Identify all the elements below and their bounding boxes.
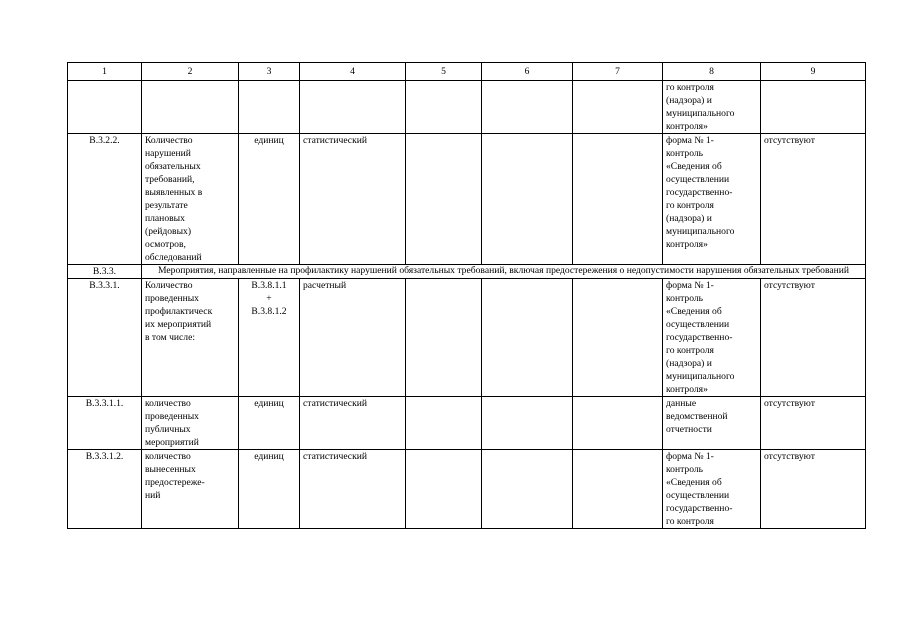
data-source-line: форма № 1- (666, 280, 714, 291)
indicator-name-line: количество (145, 398, 191, 409)
unit-cell (239, 450, 300, 529)
data-source-line: го контроля (666, 345, 714, 356)
table-row (68, 81, 866, 134)
indicator-name-line: в том числе: (145, 332, 196, 343)
table-row (68, 397, 866, 450)
empty-cell (482, 397, 573, 450)
data-source (663, 279, 761, 397)
calculation-method: расчетный (300, 279, 406, 397)
indicator-name (142, 450, 239, 529)
unit-cell-line: + (266, 293, 272, 304)
data-source-line: «Сведения об (666, 161, 722, 172)
data-source-line: «Сведения об (666, 306, 722, 317)
data-source-line: контроля» (666, 239, 708, 250)
indicator-name-line: ний (145, 490, 161, 501)
data-source-line: осуществлении (666, 174, 730, 185)
data-source-line: осуществлении (666, 319, 730, 330)
empty-cell (406, 450, 482, 529)
column-number: 8 (663, 63, 761, 81)
column-number: 5 (406, 63, 482, 81)
indicator-name (142, 279, 239, 397)
data-source-line: муниципального (666, 226, 735, 237)
data-source-line: государственно- (666, 503, 733, 514)
indicator-name-line: результате (145, 200, 188, 211)
data-source-line: го контроля (666, 200, 714, 211)
unit-cell-line: единиц (254, 451, 284, 462)
data-source-line: контроля» (666, 121, 708, 132)
indicator-name-line: предостереже- (145, 477, 205, 488)
indicator-name-line: количество (145, 451, 191, 462)
empty-cell (482, 134, 573, 265)
unit-cell-line: единиц (254, 135, 284, 146)
table-row (68, 279, 866, 397)
indicator-name-line: нарушений (145, 148, 191, 159)
empty-cell (482, 450, 573, 529)
column-number: 3 (239, 63, 300, 81)
empty-cell (406, 397, 482, 450)
unit-cell-line: В.3.8.1.1 (251, 280, 287, 291)
column-number: 4 (300, 63, 406, 81)
data-source-line: данные (666, 398, 697, 409)
unit-cell (239, 134, 300, 265)
indicator-name-line: профилактическ (145, 306, 213, 317)
calculation-method: статистический (300, 397, 406, 450)
column-number-row (68, 63, 866, 81)
empty-cell (406, 279, 482, 397)
limitations: отсутствуют (761, 397, 866, 450)
table-row (68, 265, 866, 279)
unit-cell (239, 397, 300, 450)
indicator-name-line: проведенных (145, 411, 199, 422)
empty-cell (573, 279, 663, 397)
empty-cell (482, 279, 573, 397)
indicator-name-line: вынесенных (145, 464, 196, 475)
empty-cell (406, 81, 482, 134)
row-code: В.3.3. (68, 265, 142, 279)
data-source-line: отчетности (666, 424, 712, 435)
data-source-line: го контроля (666, 516, 714, 527)
indicator-name-line: Количество (145, 280, 193, 291)
section-title: Мероприятия, направленные на профилактику нарушений обязательных требований, включая предостережения о недопустимости нарушения обязательных требований (142, 265, 866, 279)
empty-cell (406, 134, 482, 265)
column-number: 6 (482, 63, 573, 81)
data-source-line: ведомственной (666, 411, 728, 422)
indicator-name-line: осмотров, (145, 239, 186, 250)
row-code: В.3.2.2. (68, 134, 142, 265)
indicator-name (142, 134, 239, 265)
unit-cell (239, 279, 300, 397)
row-code: В.3.3.1.2. (68, 450, 142, 529)
data-source-line: «Сведения об (666, 477, 722, 488)
calculation-method: статистический (300, 450, 406, 529)
unit-cell-line: единиц (254, 398, 284, 409)
indicator-name-line: Количество (145, 135, 193, 146)
data-source-line: форма № 1- (666, 451, 714, 462)
table-row (68, 134, 866, 265)
empty-cell (573, 450, 663, 529)
empty-cell (573, 81, 663, 134)
data-source-line: осуществлении (666, 490, 730, 501)
indicator-name-line: обследований (145, 252, 202, 263)
data-source-line: муниципального (666, 371, 735, 382)
limitations: отсутствуют (761, 279, 866, 397)
row-code (68, 81, 142, 134)
calculation-method (300, 81, 406, 134)
data-source-line: контроль (666, 293, 704, 304)
empty-cell (482, 81, 573, 134)
indicator-name (142, 397, 239, 450)
calculation-method: статистический (300, 134, 406, 265)
column-number: 2 (142, 63, 239, 81)
empty-cell (573, 134, 663, 265)
table-row (68, 450, 866, 529)
data-source (663, 450, 761, 529)
unit-cell (239, 81, 300, 134)
indicator-name-line: публичных (145, 424, 191, 435)
indicator-name-line: проведенных (145, 293, 199, 304)
row-code: В.3.3.1.1. (68, 397, 142, 450)
data-source-line: государственно- (666, 332, 733, 343)
data-source-line: контроль (666, 148, 704, 159)
data-source-line: форма № 1- (666, 135, 714, 146)
limitations: отсутствуют (761, 450, 866, 529)
indicator-name-line: их мероприятий (145, 319, 212, 330)
limitations (761, 81, 866, 134)
data-source (663, 134, 761, 265)
indicator-name-line: требований, (145, 174, 195, 185)
data-source-line: го контроля (666, 82, 714, 93)
limitations: отсутствуют (761, 134, 866, 265)
data-source-line: контроля» (666, 384, 708, 395)
row-code: В.3.3.1. (68, 279, 142, 397)
empty-cell (573, 397, 663, 450)
data-source (663, 397, 761, 450)
indicator-name-line: мероприятий (145, 437, 199, 448)
data-source-line: муниципального (666, 108, 735, 119)
indicator-name-line: выявленных в (145, 187, 203, 198)
indicator-name-line: плановых (145, 213, 185, 224)
indicator-name (142, 81, 239, 134)
data-source-line: государственно- (666, 187, 733, 198)
column-number: 7 (573, 63, 663, 81)
data-source-line: (надзора) и (666, 358, 712, 369)
data-source-line: контроль (666, 464, 704, 475)
indicators-table (67, 62, 866, 529)
indicator-name-line: обязательных (145, 161, 201, 172)
indicator-name-line: (рейдовых) (145, 226, 192, 237)
unit-cell-line: В.3.8.1.2 (251, 306, 287, 317)
data-source (663, 81, 761, 134)
data-source-line: (надзора) и (666, 213, 712, 224)
column-number: 9 (761, 63, 866, 81)
column-number: 1 (68, 63, 142, 81)
data-source-line: (надзора) и (666, 95, 712, 106)
table-body (68, 81, 866, 529)
